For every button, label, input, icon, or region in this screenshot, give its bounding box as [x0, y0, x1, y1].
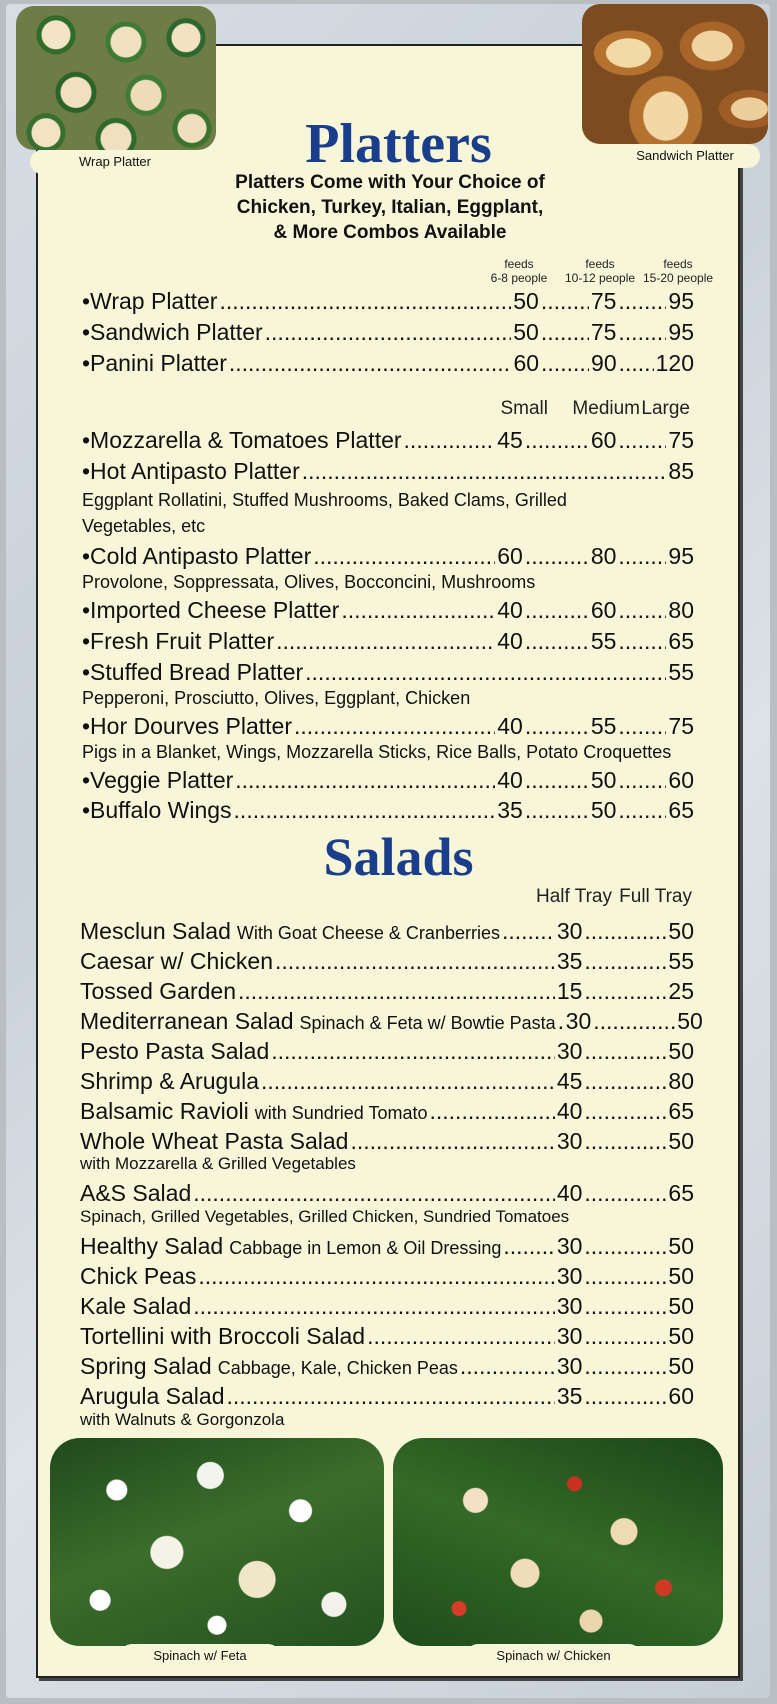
platter-row: •Cold Antipasto Platter ..... 60 ..... 80 ..... 95 — [82, 543, 694, 570]
platter-row: •Stuffed Bread Platter ..... 55 — [82, 659, 694, 686]
col-header-6-8: feeds 6-8 people — [490, 257, 548, 285]
salad-row: Arugula Salad ..... 35 ..... 60 — [80, 1383, 694, 1410]
salad-row: Spring Salad Cabbage, Kale, Chicken Peas ..... 30 ..... 50 — [80, 1353, 694, 1380]
platters-title: Platters — [305, 113, 492, 175]
size-header-small: Small — [500, 398, 548, 419]
platter-row: •Panini Platter ..... 60 ..... 90 ..... 120 — [82, 350, 694, 377]
platter-note: Pigs in a Blanket, Wings, Mozzarella Sticks, Rice Balls, Potato Croquettes — [82, 742, 672, 762]
salad-note: with Walnuts & Gorgonzola — [80, 1410, 285, 1429]
salad-row: Whole Wheat Pasta Salad ..... 30 ..... 50 — [80, 1128, 694, 1155]
platter-row: •Hor Dourves Platter ..... 40 ..... 55 ..... 75 — [82, 713, 694, 740]
platters-subtitle-3: & More Combos Available — [273, 222, 507, 243]
spinach-feta-photo — [50, 1438, 384, 1646]
size-header-medium: Medium — [572, 398, 640, 419]
platter-row: •Mozzarella & Tomatoes Platter ..... 45 ..... 60 ..... 75 — [82, 427, 694, 454]
salad-row: Caesar w/ Chicken ..... 35 ..... 55 — [80, 948, 694, 975]
platter-row: •Buffalo Wings ..... 35 ..... 50 ..... 65 — [82, 797, 694, 824]
platters-subtitle-2: Chicken, Turkey, Italian, Eggplant, — [236, 197, 544, 218]
salad-note: with Mozzarella & Grilled Vegetables — [80, 1154, 356, 1173]
salad-row: Tortellini with Broccoli Salad ..... 30 ..... 50 — [80, 1323, 694, 1350]
sandwich-platter-caption: Sandwich Platter — [610, 144, 760, 168]
wrap-platter-caption: Wrap Platter — [30, 150, 200, 174]
salads-title: Salads — [323, 827, 474, 887]
header-full-tray: Full Tray — [619, 886, 692, 907]
platter-row: •Hot Antipasto Platter ..... 85 — [82, 458, 694, 485]
header-half-tray: Half Tray — [535, 886, 612, 907]
salad-row: Pesto Pasta Salad ..... 30 ..... 50 — [80, 1038, 694, 1065]
size-header-large: Large — [641, 398, 690, 419]
salad-row: Chick Peas ..... 30 ..... 50 — [80, 1263, 694, 1290]
spinach-feta-caption: Spinach w/ Feta — [120, 1644, 280, 1668]
salad-row: Tossed Garden ..... 15 ..... 25 — [80, 978, 694, 1005]
platter-row: •Veggie Platter ..... 40 ..... 50 ..... 60 — [82, 767, 694, 794]
platter-row: •Fresh Fruit Platter ..... 40 ..... 55 ..... 65 — [82, 628, 694, 655]
col-header-10-12: feeds 10-12 people — [564, 257, 636, 285]
salad-row: Mesclun Salad With Goat Cheese & Cranberries ..... 30 ..... 50 — [80, 918, 694, 945]
spinach-chicken-photo — [393, 1438, 723, 1646]
platter-row: •Sandwich Platter ..... 50 ..... 75 ..... 95 — [82, 319, 694, 346]
salad-row: Shrimp & Arugula ..... 45 ..... 80 — [80, 1068, 694, 1095]
platter-row: •Wrap Platter ..... 50 ..... 75 ..... 95 — [82, 288, 694, 315]
platter-note: Vegetables, etc — [82, 516, 206, 536]
platter-note: Eggplant Rollatini, Stuffed Mushrooms, Baked Clams, Grilled — [82, 490, 567, 510]
salad-row: A&S Salad ..... 40 ..... 65 — [80, 1180, 694, 1207]
platter-note: Pepperoni, Prosciutto, Olives, Eggplant, Chicken — [82, 688, 471, 708]
spinach-chicken-caption: Spinach w/ Chicken — [466, 1644, 641, 1668]
salad-row: Healthy Salad Cabbage in Lemon & Oil Dressing ..... 30 ..... 50 — [80, 1233, 694, 1260]
col-header-15-20: feeds 15-20 people — [642, 257, 714, 285]
platter-row: •Imported Cheese Platter ..... 40 ..... 60 ..... 80 — [82, 597, 694, 624]
platters-subtitle-1: Platters Come with Your Choice of — [235, 172, 545, 193]
salad-row: Kale Salad ..... 30 ..... 50 — [80, 1293, 694, 1320]
platter-note: Provolone, Soppressata, Olives, Bocconcini, Mushrooms — [82, 572, 536, 592]
salad-row: Mediterranean Salad Spinach & Feta w/ Bowtie Pasta ..... 30 ..... 50 — [80, 1008, 694, 1035]
salad-note: Spinach, Grilled Vegetables, Grilled Chicken, Sundried Tomatoes — [80, 1207, 570, 1226]
salad-row: Balsamic Ravioli with Sundried Tomato ..... 40 ..... 65 — [80, 1098, 694, 1125]
